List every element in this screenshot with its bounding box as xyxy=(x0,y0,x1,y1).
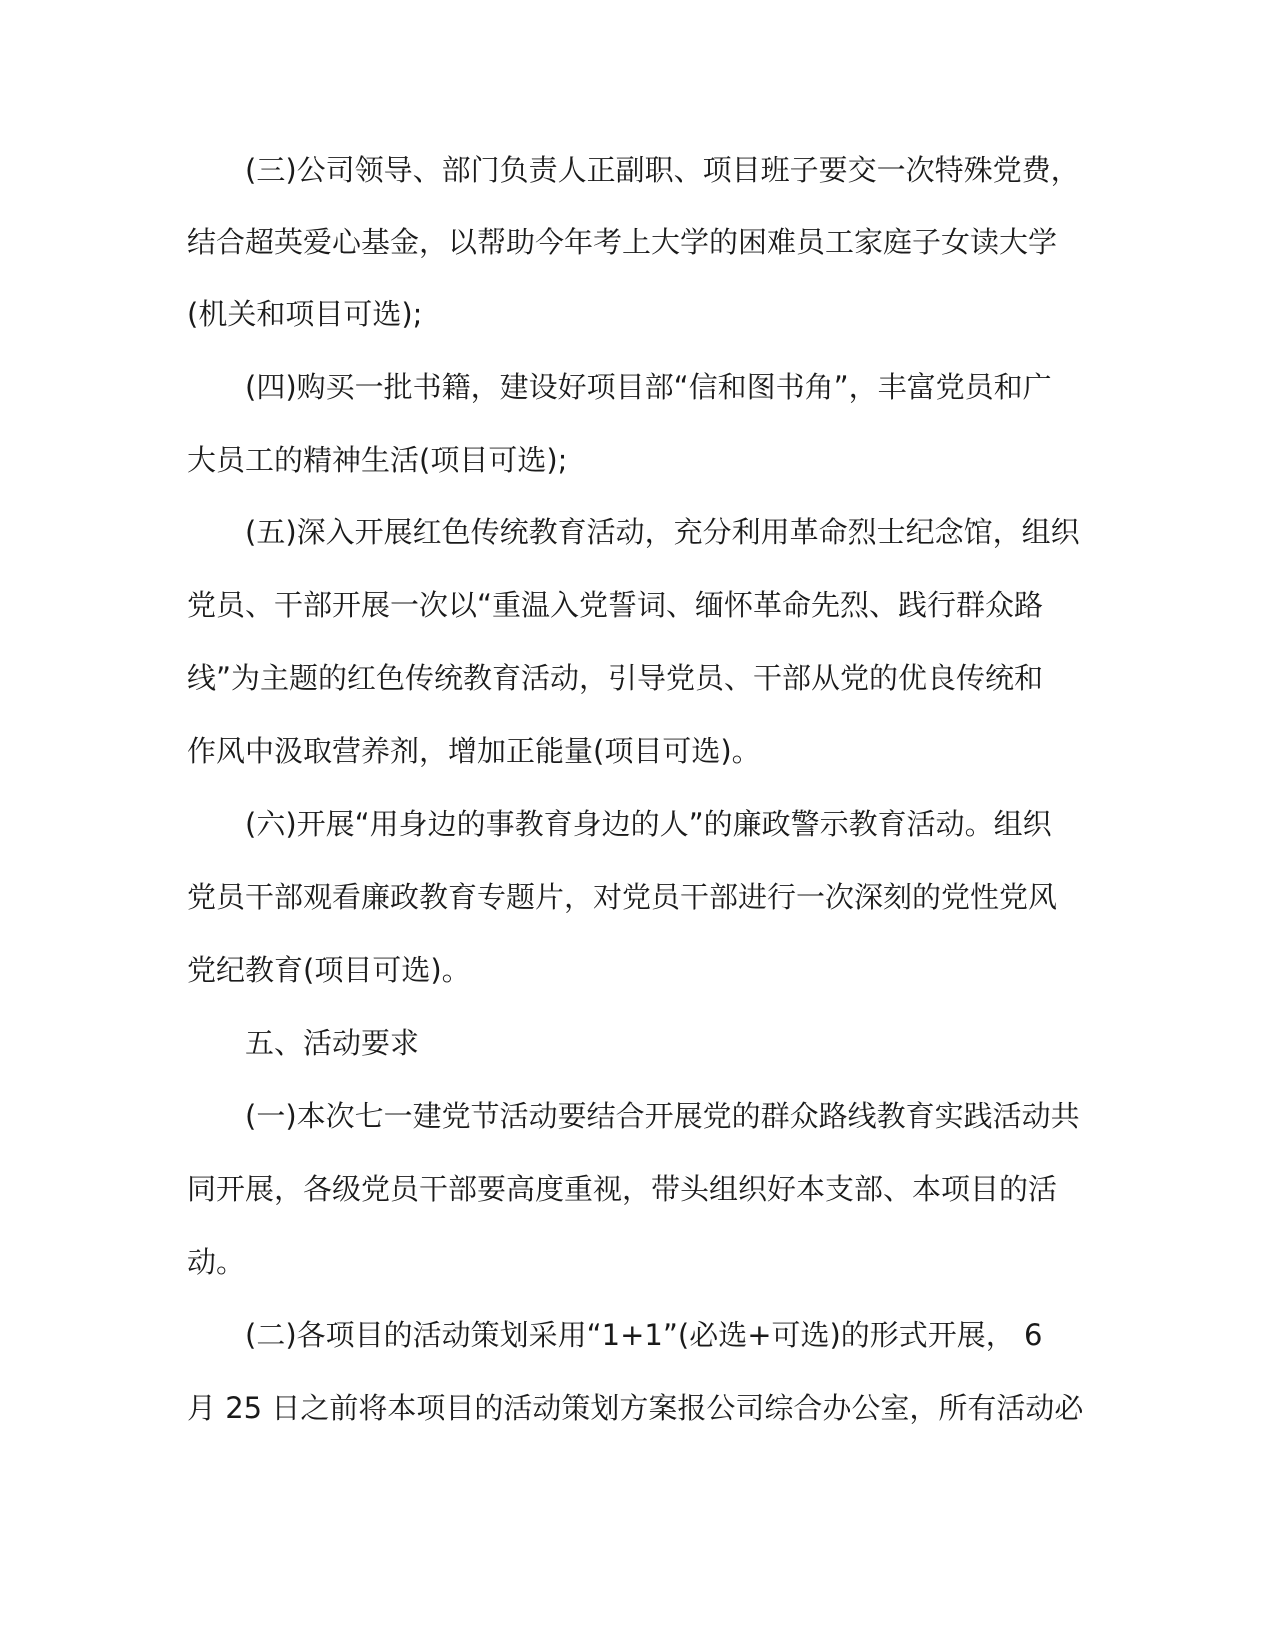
section-heading: 五、活动要求 xyxy=(245,1026,420,1060)
paragraph-6-line-2: 党员干部观看廉政教育专题片，对党员干部进行一次深刻的党性党风 xyxy=(187,880,1058,914)
paragraph-5-line-1: (五)深入开展红色传统教育活动，充分利用革命烈士纪念馆，组织 xyxy=(245,515,1080,549)
requirement-1-line-1: (一)本次七一建党节活动要结合开展党的群众路线教育实践活动共 xyxy=(245,1099,1080,1133)
requirement-1-line-3: 动。 xyxy=(187,1245,246,1279)
paragraph-3-line-1: (三)公司领导、部门负责人正副职、项目班子要交一次特殊党费， xyxy=(245,153,1080,187)
paragraph-4-line-2: 大员工的精神生活(项目可选); xyxy=(187,443,568,477)
paragraph-3-line-3: (机关和项目可选); xyxy=(187,297,423,331)
paragraph-3-line-2: 结合超英爱心基金，以帮助今年考上大学的困难员工家庭子女读大学 xyxy=(187,225,1058,259)
paragraph-6-line-3: 党纪教育(项目可选)。 xyxy=(187,953,471,987)
paragraph-5-line-3: 线”为主题的红色传统教育活动，引导党员、干部从党的优良传统和 xyxy=(187,661,1044,695)
paragraph-6-line-1: (六)开展“用身边的事教育身边的人”的廉政警示教育活动。组织 xyxy=(245,807,1052,841)
requirement-1-line-2: 同开展，各级党员干部要高度重视，带头组织好本支部、本项目的活 xyxy=(187,1172,1058,1206)
requirement-2-line-1: (二)各项目的活动策划采用“1+1”(必选+可选)的形式开展， 6 xyxy=(245,1318,1043,1352)
requirement-2-line-2: 月 25 日之前将本项目的活动策划方案报公司综合办公室，所有活动必 xyxy=(187,1391,1084,1425)
paragraph-4-line-1: (四)购买一批书籍，建设好项目部“信和图书角”，丰富党员和广 xyxy=(245,370,1052,404)
paragraph-5-line-4: 作风中汲取营养剂，增加正能量(项目可选)。 xyxy=(187,734,761,768)
paragraph-5-line-2: 党员、干部开展一次以“重温入党誓词、缅怀革命先烈、践行群众路 xyxy=(187,588,1044,622)
